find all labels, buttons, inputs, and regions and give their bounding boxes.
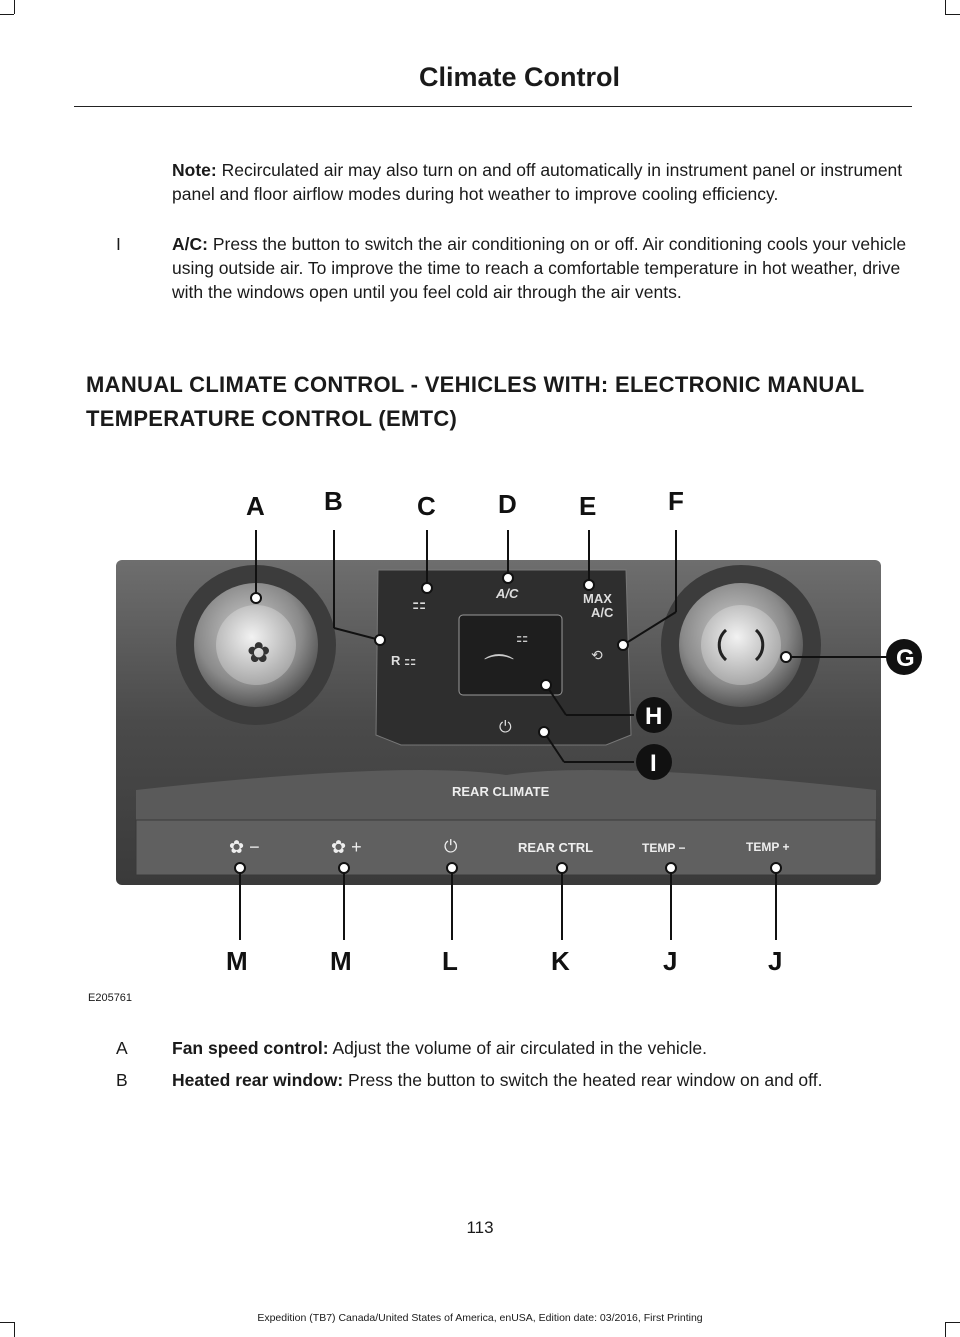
callout-j: J	[768, 946, 783, 976]
item-heated-rear-window-paragraph	[172, 1068, 907, 1092]
crop-mark	[945, 0, 946, 14]
callout-labels-bottom	[226, 946, 782, 976]
temp-plus-label: TEMP +	[746, 840, 790, 854]
crop-mark	[945, 14, 960, 15]
ac-button-label: A/C	[496, 586, 519, 601]
item-key: B	[116, 1070, 128, 1090]
seat-airflow-icon: ⌒	[484, 654, 514, 687]
rear-ctrl-label: REAR CTRL	[518, 840, 594, 855]
recirculation-icon: ⟲	[591, 647, 603, 663]
callout-l: L	[442, 946, 458, 976]
item-ac-paragraph	[172, 232, 907, 304]
item-heated-rear-window-text: Press the button to switch the heated rear window on and off.	[343, 1070, 823, 1090]
item-fan-speed-label: Fan speed control:	[172, 1038, 329, 1058]
item-key: A	[116, 1038, 128, 1058]
item-fan-speed-text: Adjust the volume of air circulated in the vehicle.	[328, 1038, 707, 1058]
item-key: I	[116, 234, 121, 254]
defrost-icon: ⚏	[412, 596, 427, 613]
item-heated-rear-window-label: Heated rear window:	[172, 1070, 344, 1090]
temp-minus-label: TEMP −	[642, 841, 686, 855]
note-text: Recirculated air may also turn on and off automatically in instrument panel or instrument panel and floor airflow modes during hot weather to improve cooling efficiency.	[172, 160, 903, 204]
callout-m: M	[226, 946, 248, 976]
callout-b: B	[324, 486, 343, 516]
page-footer: Expedition (TB7) Canada/United States of America, enUSA, Edition date: 03/2016, First Printing	[257, 1312, 703, 1324]
callout-i: I	[650, 750, 657, 777]
max-ac-label: A/C	[591, 605, 614, 620]
rear-climate-label: REAR CLIMATE	[452, 784, 550, 799]
rear-defrost-label: R	[391, 653, 401, 668]
power-icon: ⏻	[499, 719, 512, 736]
climate-control-figure	[86, 470, 926, 1010]
page-title: Climate Control	[418, 62, 620, 92]
header-divider	[74, 106, 912, 107]
item-ac-text: Press the button to switch the air conditioning on or off. Air conditioning cools your vehicle using outside air. To improve the time to reach a comfortable temperature in hot weather, drive with the windows open until you feel cold air through the air vents.	[172, 234, 907, 302]
item-fan-speed-paragraph	[172, 1036, 907, 1060]
max-label: MAX	[583, 591, 612, 606]
page-header	[0, 62, 915, 93]
callout-m: M	[330, 946, 352, 976]
callout-a: A	[246, 491, 265, 521]
callout-labels-top	[246, 486, 684, 521]
callout-k: K	[551, 946, 570, 976]
climate-panel-illustration	[86, 470, 926, 1010]
note-paragraph	[172, 158, 907, 206]
windshield-airflow-icon: ⚏	[516, 629, 529, 645]
callout-e: E	[579, 491, 597, 521]
page-number: 113	[466, 1218, 494, 1237]
callout-g: G	[896, 645, 915, 672]
callout-j: J	[663, 946, 678, 976]
crop-mark	[0, 14, 14, 15]
temp-knob-cap	[701, 605, 781, 685]
crop-mark	[14, 0, 15, 14]
crop-mark	[14, 1322, 15, 1337]
fan-icon: ✿	[247, 637, 271, 668]
rear-power-icon: ⏻	[444, 837, 458, 856]
rear-fan-down-icon: ✿ −	[229, 837, 260, 857]
note-label: Note:	[172, 160, 217, 180]
callout-d: D	[498, 489, 517, 519]
callout-c: C	[417, 491, 436, 521]
figure-code: E205761	[88, 992, 133, 1004]
rear-defrost-icon: ⚏	[404, 652, 417, 668]
rear-fan-up-icon: ✿ +	[331, 837, 362, 857]
callout-h: H	[645, 703, 663, 730]
item-ac-label: A/C:	[172, 234, 208, 254]
section-heading: MANUAL CLIMATE CONTROL - VEHICLES WITH: ELECTRONIC MANUAL TEMPERATURE CONTROL (EMTC)	[86, 372, 865, 431]
callout-f: F	[668, 486, 684, 516]
crop-mark	[945, 1322, 946, 1337]
